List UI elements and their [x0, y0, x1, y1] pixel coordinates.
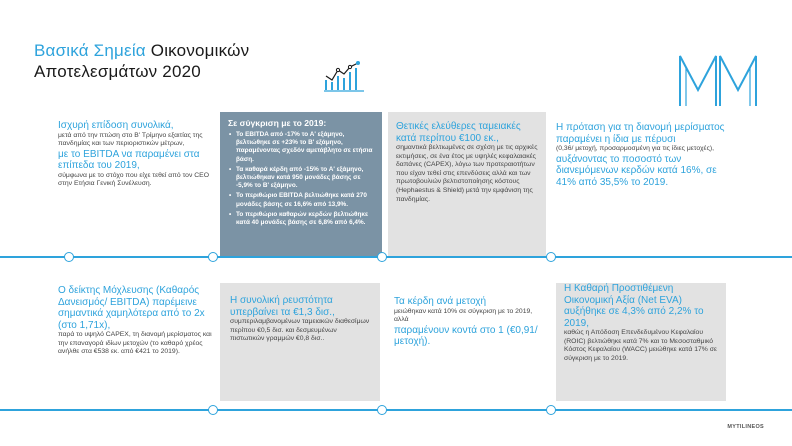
leverage-block	[58, 285, 220, 357]
ebitda-level-text: με το EBITDA να παραμένει στα επίπεδα του 2019,	[58, 148, 200, 172]
line-chart-icon	[322, 58, 366, 92]
dividend-block	[556, 122, 726, 188]
eps-text: μειώθηκαν κατά 10% σε σύγκριση με το 2019, αλλά	[394, 307, 533, 324]
leverage-heading: Ο δείκτης Μόχλευσης (Καθαρός Δανεισμός/ EBITDA) παρέμεινε σημαντικά χαμηλότερα από το 2x (στο 1,71x),	[58, 285, 205, 331]
title-blue-part: Βασικά Σημεία	[34, 41, 146, 60]
timeline-node	[377, 252, 387, 262]
timeline-top	[0, 256, 792, 258]
title-line-2: Αποτελεσμάτων 2020	[34, 62, 201, 81]
timeline-bottom	[0, 409, 792, 411]
comparison-bullet: • Τα καθαρά κέρδη από -15% το Α' εξάμηνο, βελτιώθηκαν κατά 950 μονάδες βάσης σε -5,9% το Β' εξάμηνο.	[228, 166, 374, 191]
free-cash-flow-heading: Θετικές ελεύθερες ταμειακές κατά περίπου €100 εκ.,	[396, 121, 521, 144]
leverage-text: παρά το υψηλό CAPEX, τη διανομή μερίσματος και την επαναγορά ιδίων μετοχών (το καθαρό χρέος ανήλθε στα €538 εκ. από €421 το 2019).	[58, 331, 212, 356]
timeline-node	[208, 252, 218, 262]
eva-box	[556, 283, 726, 401]
comparison-bullet: • Το περιθώριο EBITDA βελτιώθηκε κατά 270 μονάδες βάσης σε 16,6% από 13,9%.	[228, 192, 374, 208]
eps-heading: Τα κέρδη ανά μετοχή	[394, 296, 487, 307]
liquidity-text: συμπεριλαμβανομένων ταμειακών διαθεσίμων περίπου €0,5 δισ. και δεσμευμένων πιστωτικών γραμμών €0,8 δισ..	[230, 318, 370, 343]
comparison-heading: Σε σύγκριση με το 2019:	[228, 118, 327, 128]
title-line-1	[34, 40, 324, 61]
dividend-detail: (0,36/ μετοχή, προσαρμοσμένη για τις ίδιες μετοχές),	[556, 145, 714, 152]
footer-brand: MYTILINEOS	[727, 424, 764, 430]
strong-performance-text: μετά από την πτώση στο Β' Τρίμηνο εξαιτίας της πανδημίας και των περιοριστικών μέτρων,	[58, 131, 203, 148]
timeline-node	[377, 405, 387, 415]
dividend-payout-text: αυξάνοντας το ποσοστό των διανεμόμενων κερδών κατά 16%, σε 41% από 35,5% το 2019.	[556, 153, 717, 188]
timeline-node	[208, 405, 218, 415]
strong-performance-heading: Ισχυρή επίδοση συνολικά,	[58, 120, 174, 131]
comparison-bullets	[228, 131, 374, 227]
timeline-node	[64, 252, 74, 262]
comparison-bullet: • Το EBITDA από -17% το Α' εξάμηνο, βελτιώθηκε σε +23% το Β' εξάμηνο, παραμένοντας σχεδόν αμετάβλητο σε ετήσια βάση.	[228, 131, 374, 164]
dividend-heading: Η πρόταση για τη διανομή μερίσματος παραμένει η ίδια με πέρυσι	[556, 122, 725, 145]
free-cash-flow-text: σημαντικά βελτιωμένες σε σχέση με τις αρχικές εκτιμήσεις, σε ένα έτος με υψηλές κεφαλαιακές δαπάνες (CAPEX), λόγω των προτεραιοτήτων που είχαν τεθεί στις επενδύσεις αλλά και των πρωτοβουλιών βελτιστοποίησης κόστους (Hephaestus & Shield) μετά την εμφάνιση της πανδημίας.	[396, 144, 538, 203]
liquidity-heading: Η συνολική ρευστότητα υπερβαίνει τα €1,3 δισ.,	[230, 295, 335, 318]
eva-heading: Η Καθαρή Προστιθέμενη Οικονομική Αξία (Net EVA) αυξήθηκε σε 4,3% από 2,2% το 2019,	[564, 283, 704, 329]
ceo-target-text: σύμφωνα με το στόχο που είχε τεθεί από τον CEO στην Ετήσια Γενική Συνέλευση.	[58, 171, 209, 188]
eva-text: καθώς η Απόδοση Επενδεδυμένου Κεφαλαίου (ROIC) βελτιώθηκε κατά 7% και το Μεσοσταθμικό Κόστος Κεφαλαίου (WACC) μειώθηκε κατά 17% σε σύγκριση με το 2019.	[564, 329, 717, 362]
title-rest-part: Οικονομικών	[150, 41, 250, 60]
timeline-node	[546, 252, 556, 262]
page-title	[34, 40, 324, 82]
free-cash-flow-box	[388, 112, 546, 257]
mytilineos-logo-icon	[676, 50, 760, 108]
timeline-node	[546, 405, 556, 415]
eps-block	[394, 296, 542, 348]
liquidity-box	[220, 283, 380, 401]
strong-performance-block	[58, 120, 214, 189]
comparison-2019-box	[220, 112, 382, 257]
eps-value-text: παραμένουν κοντά στο 1 (€0,91/μετοχή).	[394, 324, 538, 348]
comparison-bullet: • Το περιθώριο καθαρών κερδών βελτιώθηκε κατά 40 μονάδες βάσης σε 6,8% από 6,4%.	[228, 211, 374, 227]
